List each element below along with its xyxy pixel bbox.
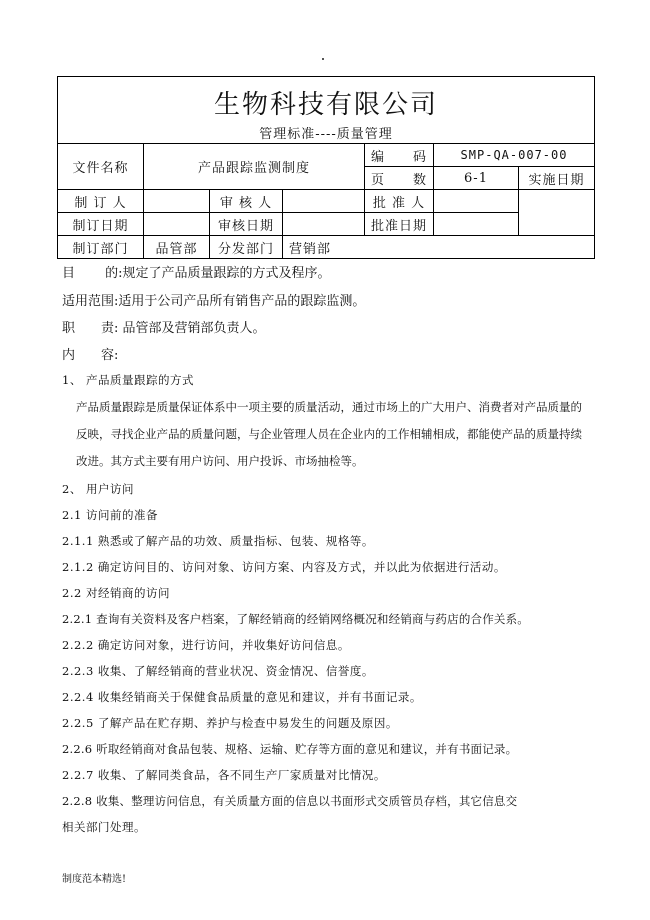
effective-date-label: 实施日期	[519, 167, 595, 190]
prep-dept-value: 品管部	[144, 236, 210, 259]
item-2-2-8-cont: 相关部门处理。	[62, 820, 146, 834]
item-2-2-6: 2.2.6 听取经销商对食品包装、规格、运输、贮存等方面的意见和建议，并有书面记录。	[62, 742, 518, 756]
subsection-2-1: 2.1 访问前的准备	[62, 508, 158, 522]
item-2-2-5: 2.2.5 了解产品在贮存期、养护与检查中易发生的问题及原因。	[62, 716, 398, 730]
file-name-value: 产品跟踪监测制度	[144, 144, 365, 190]
purpose-line: 目 的:规定了产品质量跟踪的方式及程序。	[62, 266, 331, 281]
effective-date-value	[519, 190, 595, 236]
item-2-2-2: 2.2.2 确定访问对象，进行访问，并收集好访问信息。	[62, 638, 350, 652]
footer-note: 制度范本精选!	[62, 874, 127, 885]
section-1-para-line: 改进。其方式主要有用户访问、用户投诉、市场抽检等。	[76, 454, 364, 468]
reviewer-label: 审 核 人	[210, 190, 283, 213]
pages-label: 页 数	[365, 167, 434, 190]
dist-dept-label: 分发部门	[210, 236, 283, 259]
company-cell	[58, 77, 595, 128]
section-1-title: 1、 产品质量跟踪的方式	[62, 373, 194, 387]
review-date-value	[283, 213, 365, 236]
approve-date-value	[434, 213, 519, 236]
dist-dept-value: 营销部	[283, 236, 595, 259]
preparer-value	[144, 190, 210, 213]
item-2-1-2: 2.1.2 确定访问目的、访问对象、访问方案、内容及方式，并以此为依据进行活动。	[62, 560, 506, 574]
code-value: SMP-QA-007-00	[434, 144, 595, 167]
stray-dot	[322, 58, 324, 60]
duty-line: 职 责: 品管部及营销部负责人。	[62, 321, 266, 336]
scope-line: 适用范围:适用于公司产品所有销售产品的跟踪监测。	[62, 294, 366, 309]
item-2-2-1: 2.2.1 查询有关资料及客户档案，了解经销商的经销网络概况和经销商与药店的合作关系。	[62, 612, 530, 626]
subsection-2-2: 2.2 对经销商的访问	[62, 586, 170, 600]
review-date-label: 审核日期	[210, 213, 283, 236]
pages-value: 6-1	[434, 167, 519, 190]
prep-date-label: 制订日期	[58, 213, 144, 236]
code-label: 编 码	[365, 144, 434, 167]
item-2-2-7: 2.2.7 收集、了解同类食品，各不同生产厂家质量对比情况。	[62, 768, 386, 782]
approve-date-label: 批准日期	[365, 213, 434, 236]
reviewer-value	[283, 190, 365, 213]
company-name: 生物科技有限公司	[214, 90, 439, 120]
file-name-label: 文件名称	[58, 144, 144, 190]
section-1-para-line: 产品质量跟踪是质量保证体系中一项主要的质量活动，通过市场上的广大用户、消费者对产品质量的	[76, 400, 582, 414]
section-2-title: 2、 用户访问	[62, 482, 134, 496]
subtitle: 管理标准----质量管理	[58, 127, 595, 144]
item-2-1-1: 2.1.1 熟悉或了解产品的功效、质量指标、包装、规格等。	[62, 534, 374, 548]
item-2-2-3: 2.2.3 收集、了解经销商的营业状况、资金情况、信誉度。	[62, 664, 374, 678]
approver-label: 批 准 人	[365, 190, 434, 213]
content-title: 内 容:	[62, 348, 119, 363]
item-2-2-8: 2.2.8 收集、整理访问信息，有关质量方面的信息以书面形式交质管员存档，其它信息交	[62, 794, 518, 808]
header-table	[57, 76, 595, 259]
prep-dept-label: 制订部门	[58, 236, 144, 259]
approver-value	[434, 190, 519, 213]
section-1-para-line: 反映，寻找企业产品的质量问题，与企业管理人员在企业内的工作相辅相成，都能使产品的质量持续	[76, 427, 582, 441]
item-2-2-4: 2.2.4 收集经销商关于保健食品质量的意见和建议，并有书面记录。	[62, 690, 422, 704]
preparer-label: 制 订 人	[58, 190, 144, 213]
prep-date-value	[144, 213, 210, 236]
